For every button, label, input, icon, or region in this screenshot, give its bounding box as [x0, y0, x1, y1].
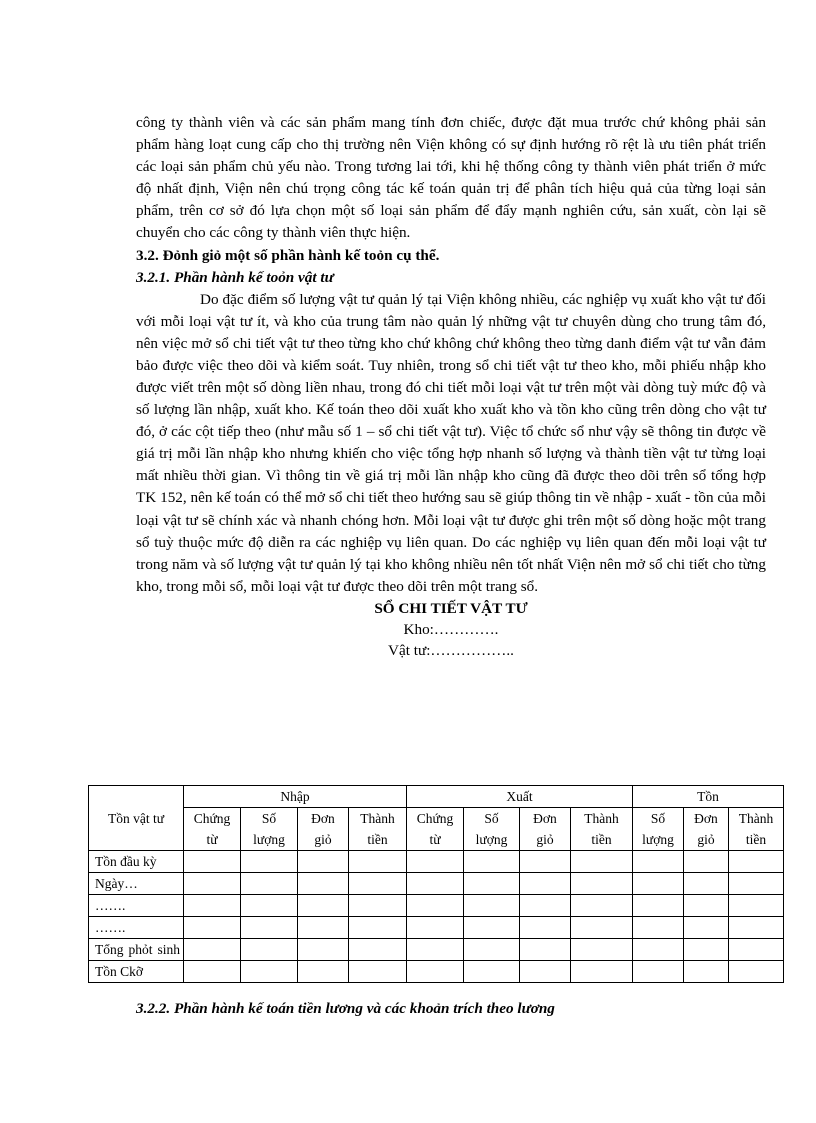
- table-row: [89, 873, 784, 895]
- col-header: Đơn giỏ: [520, 808, 571, 851]
- table-row: [89, 939, 784, 961]
- row-label: Tổng phỏt sinh: [89, 939, 184, 961]
- col-header: Đơn giỏ: [684, 808, 729, 851]
- ledger-title: SỔ CHI TIẾT VẬT TƯ: [374, 599, 528, 617]
- row-label: Tồn đầu kỳ: [89, 851, 184, 873]
- row-label: Ngày…: [89, 873, 184, 895]
- group-header-nhap: Nhập: [184, 786, 407, 808]
- group-header-xuat: Xuất: [407, 786, 633, 808]
- col-header: Chứng từ: [407, 808, 464, 851]
- col-header: Thành tiền: [349, 808, 407, 851]
- heading-3-2-1: 3.2.1. Phần hành kế toỏn vật tư: [136, 268, 334, 286]
- col-header: Số lượng: [464, 808, 520, 851]
- row-label: …….: [89, 895, 184, 917]
- paragraph-materials: Do đặc điểm số lượng vật tư quản lý tại Viện không nhiều, các nghiệp vụ xuất kho vật tư đối với mỗi loại vật tư ít, và kho của trung tâm nào quản lý những vật tư chuyên dùng cho trung tâm đó, nên việc mở sổ chi tiết vật tư theo từng kho chứ không chứ không theo từng danh điểm vật tư vẫn đảm bảo được việc theo dõi và kiểm soát. Tuy nhiên, trong sổ chi tiết vật tư theo kho, mỗi phiếu nhập kho được viết trên một số dòng liền nhau, trong đó chi tiết mỗi loại vật tư trên một vài dòng tuỳ mức độ và số lượng lần nhập, xuất kho. Kế toán theo dõi xuất kho xuất kho và tồn kho cũng trên dòng cho vật tư đó, ở các cột tiếp theo (như mẫu số 1 – sổ chi tiết vật tư). Việc tổ chức sổ như vậy sẽ thông tin được về giá trị mỗi lần nhập kho nhưng khiến cho việc tổng hợp nhanh số lượng và thành tiền vật tư từng loại mất nhiều thời gian. Vì thông tin về giá trị mỗi lần nhập kho cũng đã được theo dõi trên sổ tổng hợp TK 152, nên kế toán có thể mở sổ chi tiết theo hướng sau sẽ giúp thông tin về nhập - xuất - tồn của mỗi loại vật tư sẽ chính xác và nhanh chóng hơn. Mỗi loại vật tư được ghi trên một số dòng hoặc một trang sổ tuỳ thuộc mức độ diễn ra các nghiệp vụ liên quan. Do các nghiệp vụ liên quan đến mỗi loại vật tư trong năm và số lượng vật tư quản lý tại kho không nhiều nên tốt nhất Viện nên mở sổ chi tiết cho từng kho, trong mỗi sổ, mỗi loại vật tư được theo dõi trên một trang sổ.: [136, 290, 766, 595]
- document-body: [136, 112, 766, 661]
- table-row: [89, 895, 784, 917]
- row-label: …….: [89, 917, 184, 939]
- table-row: [89, 851, 784, 873]
- ledger-kho: Kho:………….: [403, 620, 499, 638]
- row-label: Tồn Ckỡ: [89, 961, 184, 983]
- table-row: [89, 961, 784, 983]
- col-header: Số lượng: [633, 808, 684, 851]
- col-header: Thành tiền: [729, 808, 784, 851]
- table-subheader-row: [89, 808, 784, 851]
- paragraph-intro: công ty thành viên và các sản phẩm mang tính đơn chiếc, được đặt mua trước chứ không phải sản phẩm hàng loạt cung cấp cho thị trường nên Viện không có sự định hướng rõ rệt là ưu tiên phát triển các loại sản phẩm chủ yếu nào. Trong tương lai tới, khi hệ thống công ty thành viên phát triển ở mức độ nhất định, Viện nên chú trọng công tác kế toán quản trị để phân tích hiệu quả của từng loại sản phẩm, trên cơ sở đó lựa chọn một số loại sản phẩm để đẩy mạnh nghiên cứu, sản xuất, còn lại sẽ chuyển cho các công ty thành viên thực hiện.: [136, 114, 766, 242]
- table-row: [89, 917, 784, 939]
- group-header-ton: Tồn: [633, 786, 784, 808]
- ledger-vattu: Vật tư:……………..: [388, 641, 514, 659]
- corner-header: Tồn vật tư: [89, 786, 184, 851]
- col-header: Đơn giỏ: [298, 808, 349, 851]
- col-header: Chứng từ: [184, 808, 241, 851]
- heading-3-2: 3.2. Đỏnh giỏ một số phần hành kế toỏn cụ thể.: [136, 246, 440, 264]
- heading-3-2-2: 3.2.2. Phần hành kế toán tiền lương và các khoản trích theo lương: [136, 1000, 555, 1017]
- col-header: Số lượng: [241, 808, 298, 851]
- col-header: Thành tiền: [571, 808, 633, 851]
- ledger-table: [88, 785, 784, 983]
- table-group-header-row: [89, 786, 784, 808]
